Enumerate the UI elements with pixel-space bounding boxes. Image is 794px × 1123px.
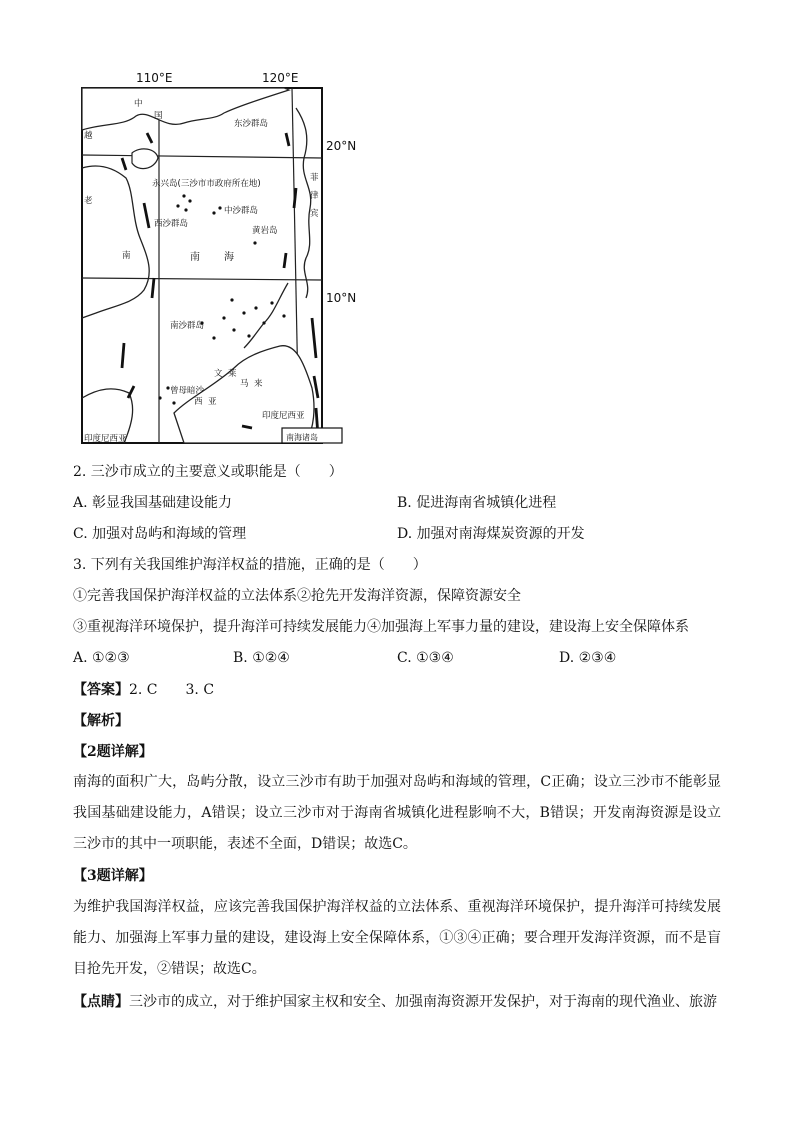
q2-option-a: A. 彰显我国基础建设能力 [73, 495, 233, 511]
q2-option-c: C. 加强对岛屿和海域的管理 [73, 526, 247, 542]
q3-option-d: D. ②③④ [559, 650, 617, 666]
label-indonesia-left: 印度尼西亚 [84, 434, 127, 444]
q3-option-c: C. ①③④ [397, 650, 454, 666]
label-lai: 莱 [228, 369, 237, 379]
label-yongxing: 永兴岛(三沙市市政府所在地) [152, 179, 261, 189]
label-malay-4: 亚 [208, 397, 217, 407]
label-sea: 海 [224, 252, 234, 263]
q2-option-d: D. 加强对南海煤炭资源的开发 [397, 526, 585, 542]
answer-line [73, 680, 214, 700]
detail3-heading [73, 866, 153, 886]
label-huangyan: 黄岩岛 [252, 226, 278, 236]
label-malay-3: 西 [194, 397, 203, 407]
detail2-tag: 【2题详解】 [73, 744, 153, 760]
label-dongsha: 东沙群岛 [234, 119, 269, 129]
label-phil-1: 菲 [310, 173, 319, 183]
label-nansha: 南沙群岛 [170, 321, 205, 331]
q2-option-b: B. 促进海南省城镇化进程 [397, 495, 557, 511]
detail3-tag: 【3题详解】 [73, 868, 153, 884]
answer-tag: 【答案】 [73, 682, 129, 698]
analysis-line [73, 711, 129, 731]
lat-10-label: 10°N [326, 291, 357, 305]
q3-statements-2: ③重视海洋环境保护，提升海洋可持续发展能力④加强海上军事力量的建设，建设海上安全保障体系 [73, 619, 689, 635]
label-wen: 文 [214, 369, 223, 379]
map-svg [74, 68, 374, 452]
south-china-sea-map [74, 68, 374, 452]
dianjing-text: 三沙市的成立，对于维护国家主权和安全、加强南海资源开发保护，对于海南的现代渔业、旅游 [129, 994, 717, 1010]
label-inset: 南海诸岛 [286, 433, 318, 442]
label-yue: 越 [84, 131, 93, 141]
q3-stem: 3. 下列有关我国维护海洋权益的措施，正确的是（ ） [73, 557, 427, 573]
label-phil-3: 宾 [310, 209, 319, 219]
label-china-2: 国 [154, 111, 163, 121]
label-zengmu: 曾母暗沙 [170, 386, 205, 396]
q2-stem: 2. 三沙市成立的主要意义或职能是（ ） [73, 464, 343, 480]
dianjing-line [73, 992, 717, 1012]
dianjing-tag: 【点睛】 [73, 994, 129, 1010]
label-malay-1: 马 [240, 379, 249, 389]
answer-text: 2. C 3. C [129, 682, 215, 698]
label-nan-vn: 南 [122, 251, 131, 261]
lon-120-label: 120°E [262, 71, 299, 85]
label-phil-2: 律 [310, 191, 319, 201]
q3-option-b: B. ①②④ [233, 650, 290, 666]
label-zhongsha: 中沙群岛 [224, 206, 259, 216]
detail2-heading [73, 742, 153, 762]
q3-statements-1: ①完善我国保护海洋权益的立法体系②抢先开发海洋资源，保障资源安全 [73, 588, 521, 604]
label-indonesia-right: 印度尼西亚 [262, 411, 305, 421]
label-china-1: 中 [134, 99, 143, 109]
lon-110-label: 110°E [136, 71, 173, 85]
label-malay-2: 来 [254, 379, 263, 389]
label-lao: 老 [84, 196, 93, 206]
q3-option-a: A. ①②③ [73, 650, 130, 666]
label-south: 南 [190, 252, 200, 263]
lat-20-label: 20°N [326, 139, 357, 153]
detail3-text: 为维护我国海洋权益，应该完善我国保护海洋权益的立法体系、重视海洋环境保护，提升海洋可持续发展能力、加强海上军事力量的建设，建设海上安全保障体系，①③④正确；要合理开发海洋资源，而不是盲目抢先开发，②错误；故选C。 [73, 899, 721, 977]
label-xisha: 西沙群岛 [154, 219, 189, 229]
analysis-tag: 【解析】 [73, 713, 129, 729]
detail2-text: 南海的面积广大，岛屿分散，设立三沙市有助于加强对岛屿和海域的管理，C正确；设立三沙市不能彰显我国基础建设能力，A错误；设立三沙市对于海南省城镇化进程影响不大，B错误；开发南海资源是设立三沙市的其中一项职能，表述不全面，D错误；故选C。 [73, 774, 721, 852]
